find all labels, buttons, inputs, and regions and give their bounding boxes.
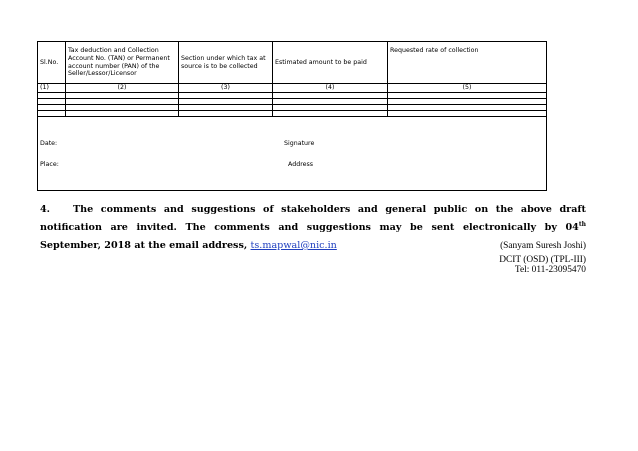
header-sl-no: Sl.No. bbox=[38, 42, 66, 84]
header-tan-pan: Tax deduction and Collection Account No. (TAN) or Permanent account number (PAN) of the Seller/Lessor/Licensor bbox=[66, 42, 179, 84]
address-label: Address bbox=[288, 161, 314, 168]
paragraph-text-2: September, 2018 at the email address, bbox=[40, 240, 251, 251]
header-estimated-amount: Estimated amount to be paid bbox=[273, 42, 388, 84]
header-section: Section under which tax at source is to be collected bbox=[179, 42, 273, 84]
signatory-tel: Tel: 011-23095470 bbox=[514, 265, 586, 275]
col-number-1: (1) bbox=[38, 84, 66, 93]
column-number-row bbox=[38, 84, 547, 93]
signature-block bbox=[38, 117, 546, 190]
signature-label: Signature bbox=[284, 140, 315, 147]
email-link[interactable]: ts.mapwal@nic.in bbox=[250, 240, 337, 251]
date-ordinal-suffix: th bbox=[578, 220, 586, 228]
col-number-4: (4) bbox=[273, 84, 388, 93]
header-requested-rate: Requested rate of collection bbox=[388, 42, 547, 84]
form-table bbox=[37, 41, 547, 191]
col-number-5: (5) bbox=[388, 84, 547, 93]
paragraph-number: 4. bbox=[40, 204, 51, 215]
col-number-3: (3) bbox=[179, 84, 273, 93]
place-label: Place: bbox=[40, 161, 59, 168]
col-number-2: (2) bbox=[66, 84, 179, 93]
signatory-designation: DCIT (OSD) (TPL-III) bbox=[499, 255, 586, 265]
header-row bbox=[38, 42, 547, 84]
signature-row bbox=[38, 117, 547, 191]
date-label: Date: bbox=[40, 140, 58, 147]
paragraph-text-1: The comments and suggestions of stakeholders and general public on the above draft notification are invited. The comments and suggestions may be sent electronically by 04 bbox=[40, 204, 586, 233]
signatory-name: (Sanyam Suresh Joshi) bbox=[500, 241, 586, 251]
